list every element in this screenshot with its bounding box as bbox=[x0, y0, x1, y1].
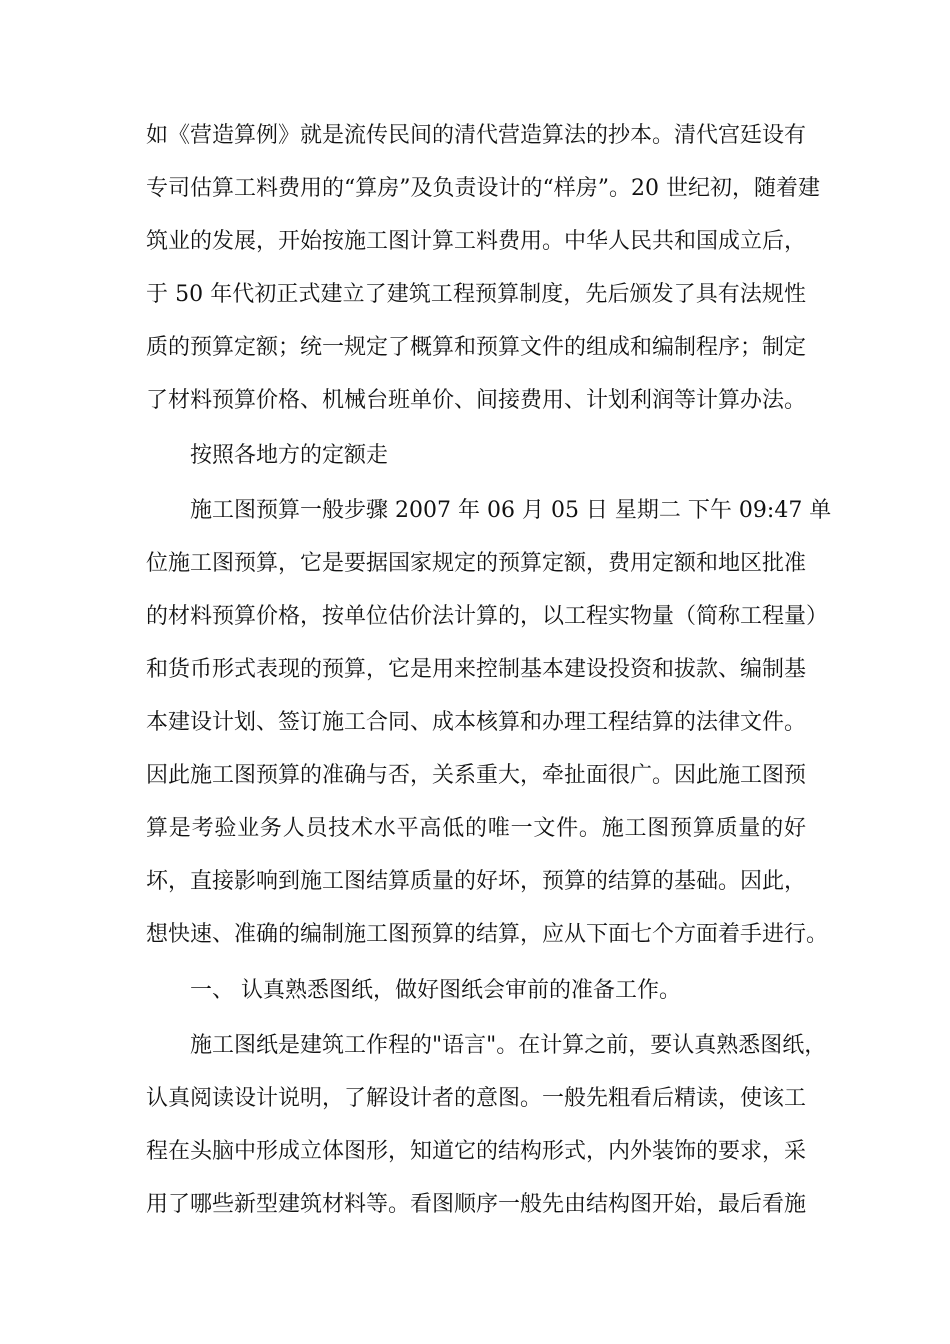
section-heading: 一、 认真熟悉图纸，做好图纸会审前的准备工作。 bbox=[190, 978, 681, 1003]
text-line: 筑业的发展，开始按施工图计算工料费用。中华人民共和国成立后， bbox=[146, 229, 807, 254]
text-line: 于 50 年代初正式建立了建筑工程预算制度，先后颁发了具有法规性 bbox=[146, 282, 806, 307]
text-line: 施工图预算一般步骤 2007 年 06 月 05 日 星期二 下午 09:47 单 bbox=[190, 498, 832, 523]
text-line: 用了哪些新型建筑材料等。看图顺序一般先由结构图开始，最后看施 bbox=[146, 1192, 807, 1217]
text-line: 因此施工图预算的准确与否，关系重大，牵扯面很广。因此施工图预 bbox=[146, 763, 807, 788]
text-line: 坏，直接影响到施工图结算质量的好坏，预算的结算的基础。因此， bbox=[146, 869, 807, 894]
text-line: 算是考验业务人员技术水平高低的唯一文件。施工图预算质量的好 bbox=[146, 816, 806, 841]
text-line: 如《营造算例》就是流传民间的清代营造算法的抄本。清代宫廷设有 bbox=[146, 123, 807, 148]
text-line: 程在头脑中形成立体图形，知道它的结构形式，内外装饰的要求，采 bbox=[146, 1139, 807, 1164]
text-line: 专司估算工料费用的“算房”及负责设计的“样房”。20 世纪初，随着建 bbox=[146, 176, 820, 201]
text-line: 和货币形式表现的预算，它是用来控制基本建设投资和拔款、编制基 bbox=[146, 657, 807, 682]
paragraph-heading: 按照各地方的定额走 bbox=[190, 443, 389, 468]
text-line: 本建设计划、签订施工合同、成本核算和办理工程结算的法律文件。 bbox=[146, 710, 807, 735]
text-line: 的材料预算价格，按单位估价法计算的，以工程实物量（简称工程量） bbox=[146, 604, 829, 629]
text-line: 位施工图预算，它是要据国家规定的预算定额，费用定额和地区批准 bbox=[146, 551, 807, 576]
text-line: 想快速、准确的编制施工图预算的结算，应从下面七个方面着手进行。 bbox=[146, 922, 829, 947]
text-line: 了材料预算价格、机械台班单价、间接费用、计划利润等计算办法。 bbox=[146, 388, 807, 413]
text-line: 质的预算定额；统一规定了概算和预算文件的组成和编制程序；制定 bbox=[146, 335, 807, 360]
text-line: 认真阅读设计说明，了解设计者的意图。一般先粗看后精读，使该工 bbox=[146, 1086, 807, 1111]
text-line: 施工图纸是建筑工作程的"语言"。在计算之前，要认真熟悉图纸， bbox=[190, 1033, 827, 1058]
